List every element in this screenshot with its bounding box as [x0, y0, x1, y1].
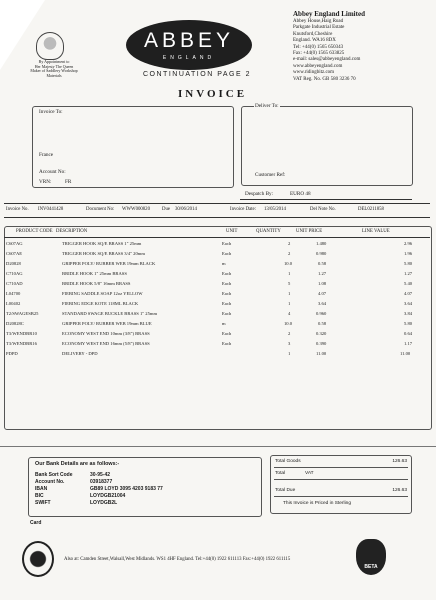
- line-qty: 10.0: [284, 321, 293, 326]
- bank-row: [35, 486, 163, 492]
- card-label: Card: [30, 520, 42, 526]
- line-desc: BRIDLE HOOK 5/8" 16mm BRASS: [62, 281, 131, 286]
- line-value: 5.40: [404, 281, 413, 286]
- footer-address: Also at: Camden Street,Walsall,West Midlands. WS1 4HF England. Tel:+44(0) 1922 611113 Fax:+44(0) 1922 611115: [64, 557, 291, 562]
- col-quantity: QUANTITY: [256, 229, 281, 234]
- line-unit: m: [222, 261, 226, 266]
- totals-rule: [274, 479, 408, 480]
- line-price: 0.58: [318, 261, 327, 266]
- bank-row: [35, 479, 113, 485]
- line-value: 4.07: [404, 291, 413, 296]
- line-unit: m: [222, 321, 226, 326]
- line-qty: 5: [288, 281, 291, 286]
- company-line: Tel: +44(0) 1565 650343: [293, 44, 344, 50]
- table-row: [0, 331, 436, 340]
- table-row: [0, 271, 436, 280]
- col-product-code: PRODUCT CODE: [16, 229, 53, 234]
- page-title: INVOICE: [178, 88, 248, 100]
- line-price: 0.960: [316, 311, 327, 316]
- total-due-label: Total Due: [275, 488, 296, 493]
- invoice-no-label: Invoice No.: [6, 207, 29, 212]
- bank-label: Bank Sort Code: [35, 472, 73, 478]
- table-row: [0, 341, 436, 350]
- table-row: [0, 281, 436, 290]
- line-desc: ECONOMY WEST END 16mm (5/8") BRASS: [62, 341, 150, 346]
- col-unit-price: UNIT PRICE: [296, 229, 323, 234]
- due-label: Due: [162, 207, 170, 212]
- company-name: Abbey England Limited: [293, 10, 365, 18]
- line-value: 5.80: [404, 321, 413, 326]
- table-row: [0, 251, 436, 260]
- line-value: 5.80: [404, 261, 413, 266]
- line-price: 11.00: [316, 351, 327, 356]
- total-due-value: 126.63: [392, 488, 407, 493]
- despatch-rule: [240, 199, 412, 200]
- refs-rule-bottom: [4, 217, 430, 218]
- line-desc: DELIVERY - DPD: [62, 351, 98, 356]
- line-desc: STANDARD SWAGE BUCKLE BRASS 1" 25mm: [62, 311, 158, 316]
- line-desc: FIEBING SADDLE SOAP 12oz YELLOW: [62, 291, 143, 296]
- line-value: 3.84: [404, 311, 413, 316]
- totals-rule: [274, 496, 408, 497]
- del-note-label: Del Note No.: [310, 207, 336, 212]
- col-description: DESCRIPTION: [56, 229, 88, 234]
- line-value: 1.96: [404, 251, 413, 256]
- company-address: [293, 10, 365, 83]
- bank-label: Account No.: [35, 479, 65, 485]
- bank-label: IBAN: [35, 486, 48, 492]
- abbey-logo: [126, 20, 252, 70]
- bank-row: [35, 472, 111, 478]
- currency-note: This Invoice is Priced in Sterling: [283, 501, 351, 506]
- bank-value: 03918377: [90, 479, 113, 485]
- company-line: www.ridingbitz.com: [293, 70, 335, 76]
- line-unit: Each: [222, 301, 232, 306]
- bank-details-box: [28, 457, 262, 517]
- header-rule: [4, 237, 430, 238]
- line-code: L00402: [6, 301, 21, 306]
- line-qty: 2: [288, 251, 291, 256]
- bank-row: [35, 500, 118, 506]
- line-price: 0.58: [318, 321, 327, 326]
- company-line: Knutsford,Cheshire: [293, 31, 333, 37]
- royal-crest-icon: [36, 32, 64, 60]
- line-unit: Each: [222, 251, 232, 256]
- line-desc: GRIPPER POLY/ RUBBER WEB 19mm BLUE: [62, 321, 152, 326]
- line-price: 1.08: [318, 281, 327, 286]
- royal-warrant-text: [24, 60, 84, 78]
- company-line: www.abbeyengland.com: [293, 63, 343, 69]
- bank-label: BIC: [35, 493, 44, 499]
- line-desc: TRIGGER HOOK SQ/E BRASS 3/4" 20mm: [62, 251, 145, 256]
- lower-divider: [0, 446, 436, 447]
- line-value: 1.17: [404, 341, 413, 346]
- despatch-value: EURO 48: [290, 191, 311, 197]
- line-unit: Each: [222, 331, 232, 336]
- line-desc: GRIPPER POLY/ RUBBER WEB 19mm BLACK: [62, 261, 156, 266]
- line-price: 0.320: [316, 331, 327, 336]
- line-desc: BRIDLE HOOK 1" 25mm BRASS: [62, 271, 127, 276]
- col-line-value: LINE VALUE: [362, 229, 390, 234]
- bank-row: [35, 493, 126, 499]
- line-code: T2/SWAGESB25: [6, 311, 39, 316]
- line-value: 1.27: [404, 271, 413, 276]
- logo-sub-text: ENGLAND: [162, 55, 216, 61]
- line-unit: Each: [222, 271, 232, 276]
- vrn-code: FR: [65, 179, 72, 185]
- del-note-value: DEL0211858: [358, 207, 384, 212]
- line-price: 1.480: [316, 241, 327, 246]
- line-value: 2.96: [404, 241, 413, 246]
- line-code: T3/WENDBR16: [6, 341, 37, 346]
- line-price: 0.390: [316, 341, 327, 346]
- line-code: PDPD: [6, 351, 18, 356]
- warrant-line: Her Majesty The Queen: [34, 63, 74, 69]
- line-qty: 1: [288, 301, 291, 306]
- line-code: D20828C: [6, 321, 24, 326]
- line-desc: TRIGGER HOOK SQ/E BRASS 1" 25mm: [62, 241, 142, 246]
- line-qty: 10.0: [284, 261, 293, 266]
- col-unit: UNIT: [226, 229, 238, 234]
- line-value: 11.00: [400, 351, 411, 356]
- line-unit: Each: [222, 341, 232, 346]
- warrant-line: Maker of Saddlery Workshop Materials: [30, 68, 78, 78]
- line-qty: 2: [288, 331, 291, 336]
- company-line: Fax: +44(0) 1565 633825: [293, 51, 345, 57]
- line-code: C607AE: [6, 251, 23, 256]
- totals-box: [270, 455, 412, 514]
- customer-ref-label: Customer Ref:: [255, 172, 286, 178]
- table-row: [0, 351, 436, 360]
- line-qty: 1: [288, 271, 291, 276]
- line-unit: Each: [222, 311, 232, 316]
- line-qty: 4: [288, 311, 291, 316]
- vrn-label: VRN:: [39, 179, 52, 185]
- line-desc: FIEBING EDGE KOTE 118ML BLACK: [62, 301, 139, 306]
- deliver-to-label: Deliver To:: [255, 103, 279, 109]
- invoice-no-value: INV0441428: [38, 207, 64, 212]
- bank-value: GB89 LOYD 3095 4203 9183 77: [90, 486, 163, 492]
- table-row: [0, 301, 436, 310]
- deliver-to-box: [241, 103, 413, 186]
- line-code: D20828: [6, 261, 21, 266]
- line-price: 4.07: [318, 291, 327, 296]
- line-price: 1.27: [318, 271, 327, 276]
- table-row: [0, 291, 436, 300]
- total-goods-label: Total Goods: [275, 459, 301, 464]
- line-qty: 3: [288, 341, 291, 346]
- line-code: C710AG: [6, 271, 23, 276]
- invoice-to-label: Invoice To:: [39, 109, 63, 115]
- company-line: e-mail: sales@abbeyengland.com: [293, 57, 361, 63]
- invoice-to-box: [32, 106, 234, 188]
- document-no-value: WWW000820: [122, 207, 150, 212]
- line-unit: Each: [222, 291, 232, 296]
- warrant-line: By Appointment to: [38, 59, 70, 64]
- invoice-date-value: 13/05/2014: [264, 207, 286, 212]
- totals-rule: [274, 467, 408, 468]
- total-vat-suffix: VAT: [305, 471, 314, 476]
- line-qty: 1: [288, 291, 291, 296]
- beta-logo-icon: [356, 539, 386, 575]
- association-logo-icon: [22, 541, 54, 577]
- table-row: [0, 321, 436, 330]
- line-code: T3/WENDBR10: [6, 331, 37, 336]
- company-line: England. WA16 8DX: [293, 38, 336, 44]
- company-line: Abbey House,Haig Road: [293, 19, 344, 24]
- total-vat-label: Total: [275, 471, 286, 476]
- despatch-label: Despatch By:: [245, 191, 274, 197]
- line-unit: Each: [222, 241, 232, 246]
- line-price: 3.64: [318, 301, 327, 306]
- line-value: 0.64: [404, 331, 413, 336]
- total-goods-value: 126.63: [392, 459, 407, 464]
- logo-main-text: ABBEY: [143, 29, 235, 52]
- table-row: [0, 261, 436, 270]
- company-line: Parkgate Industrial Estate: [293, 25, 345, 31]
- bank-value: LOYDGB21004: [90, 493, 126, 499]
- invoice-date-label: Invoice Date:: [230, 207, 256, 212]
- table-row: [0, 311, 436, 320]
- refs-rule-top: [4, 203, 430, 204]
- line-desc: ECONOMY WEST END 10mm (3/8") BRASS: [62, 331, 150, 336]
- document-no-label: Document No:: [86, 207, 115, 212]
- line-value: 3.64: [404, 301, 413, 306]
- line-qty: 2: [288, 241, 291, 246]
- line-price: 0.980: [316, 251, 327, 256]
- bank-value: LOYDGB2L: [90, 500, 118, 506]
- line-code: C710AD: [6, 281, 23, 286]
- country-text: France: [39, 152, 54, 158]
- table-row: [0, 241, 436, 250]
- line-code: L04700: [6, 291, 21, 296]
- beta-logo-text: BETA: [364, 564, 378, 570]
- line-qty: 1: [288, 351, 291, 356]
- bank-title: Our Bank Details are as follows:-: [35, 461, 120, 467]
- continuation-label: CONTINUATION PAGE 2: [143, 71, 251, 78]
- account-label: Account No:: [39, 169, 66, 175]
- line-unit: Each: [222, 281, 232, 286]
- line-code: C607AG: [6, 241, 23, 246]
- due-value: 30/06/2014: [175, 207, 197, 212]
- company-line: VAT Reg. No. GB 580 3236 70: [293, 76, 356, 82]
- bank-label: SWIFT: [35, 500, 51, 506]
- bank-value: 30-95-42: [90, 472, 111, 478]
